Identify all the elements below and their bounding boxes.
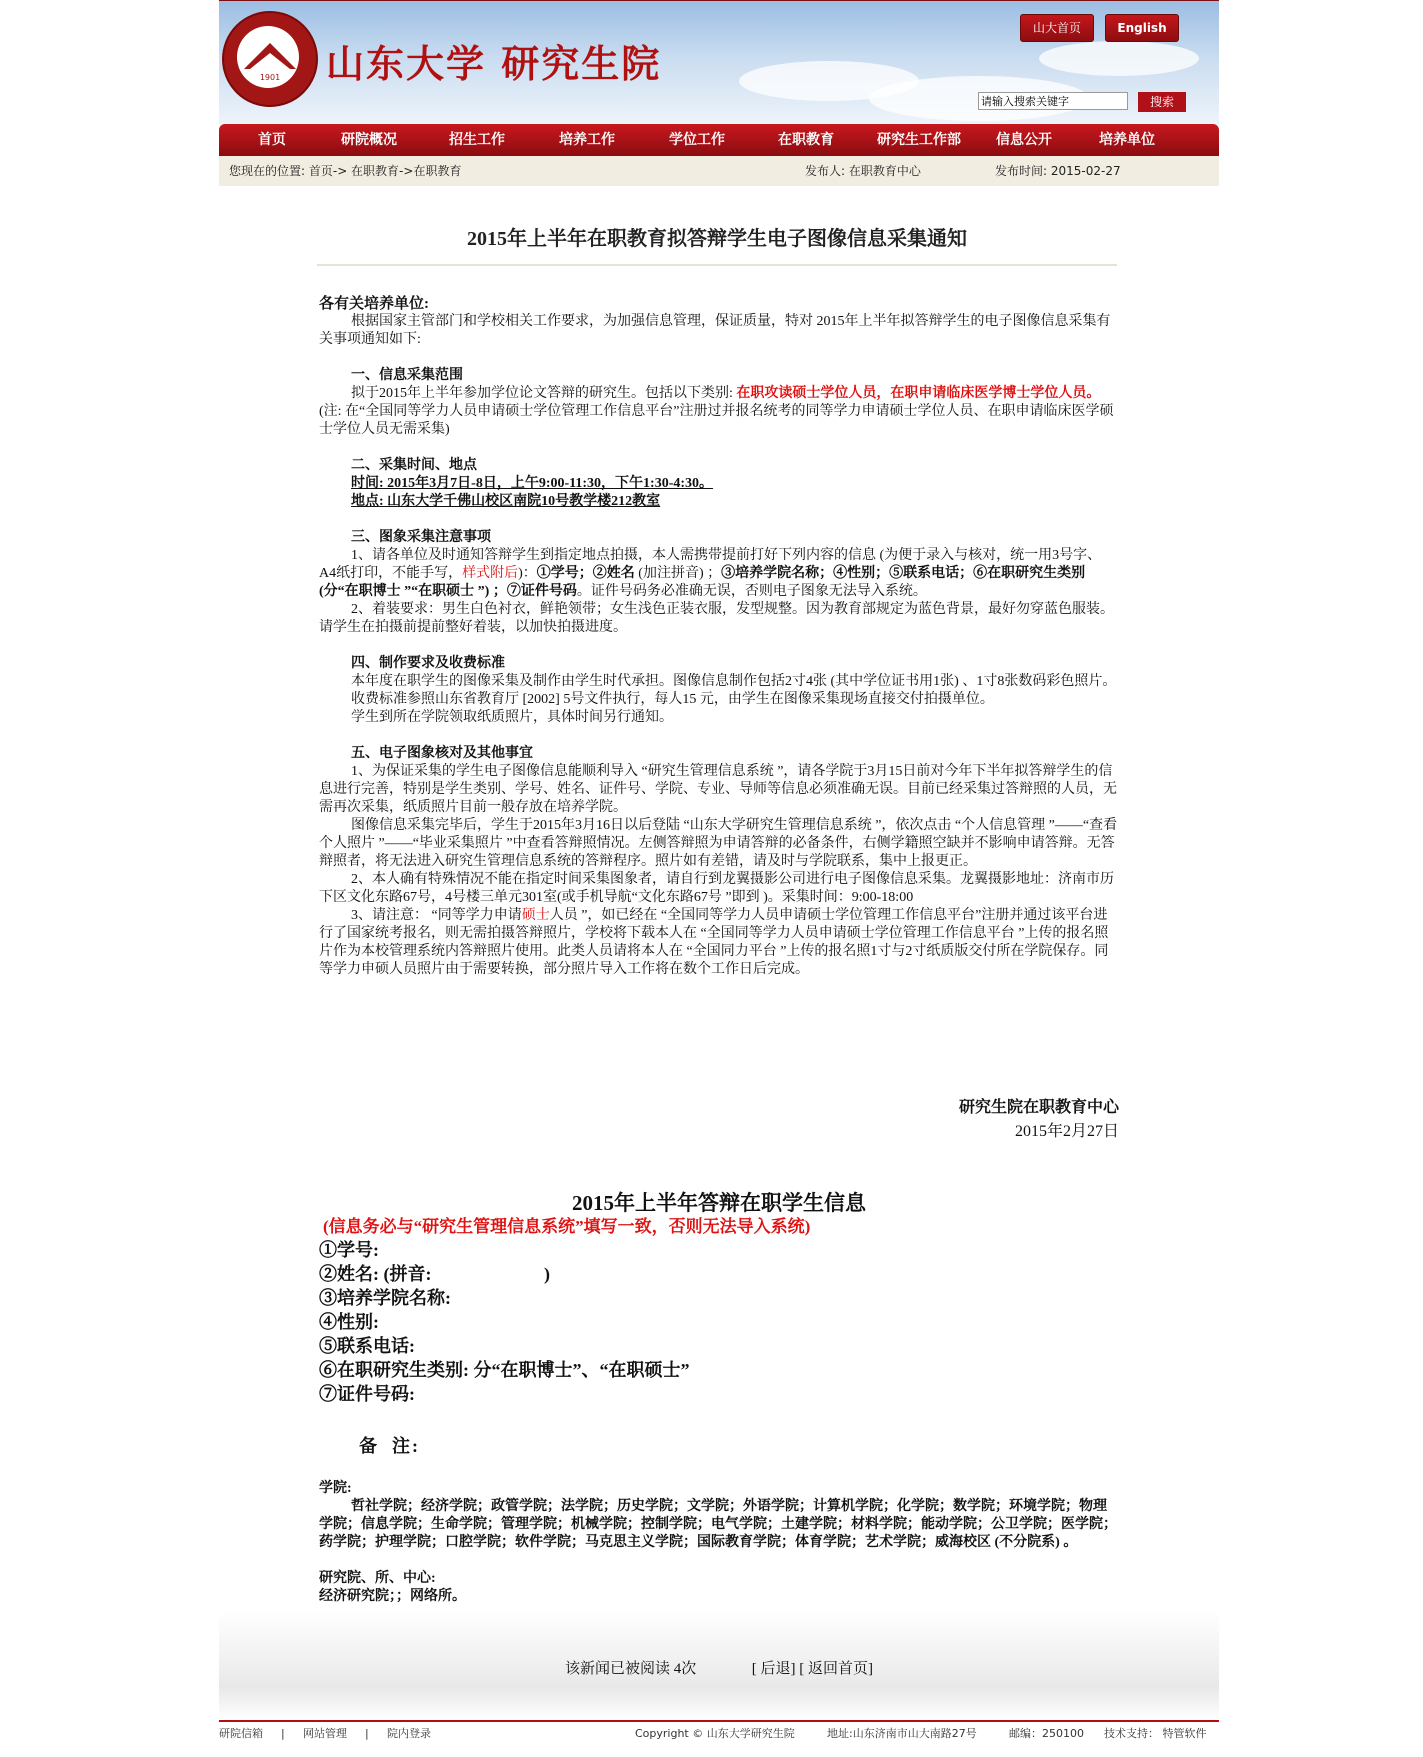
nav-item-overview[interactable]: 研院概况: [341, 132, 397, 148]
footer-support: 技术支持： 特管软件: [1104, 1727, 1207, 1740]
salutation: 各有关培养单位:: [319, 296, 429, 312]
signature-date: 2015年2月27日: [1014, 1123, 1119, 1140]
nav-item-training[interactable]: 培养工作: [559, 132, 615, 148]
section5-item3: 3、请注意： “同等学力申请硕士人员 ”，如已经在 “全国同等学力人员申请硕士学位管理工作信息平台”注册并通过该平台进行了国家统考报名，则无需拍摄答辩照片，学校将下载本人在 “全国同等学力人员申请硕士学位管理工作信息平台 ”上传的报名照片作为本校管理系统内答辩照片使用。此类人员请将本人在 “全国同力平台 ”上传的报名照1寸与2寸纸质版交付所在学院保存。同等学力申硕人员照片由于需要转换，部分照片导入工作将在数个工作日后完成。: [319, 908, 1109, 977]
form-field-id-number: ⑦证件号码:: [319, 1384, 415, 1404]
footer-postcode: 邮编：250100: [1009, 1727, 1084, 1740]
footer-divider: [219, 1720, 1219, 1722]
read-count-bar: [219, 1657, 1219, 1678]
back-link[interactable]: [ 后退]: [751, 1661, 796, 1677]
nav-item-info-public[interactable]: 信息公开: [996, 132, 1052, 148]
form-field-college: ③培养学院名称:: [319, 1288, 451, 1308]
section2-time: 时间: 2015年3月7日-8日，上午9:00-11:30，下午1:30-4:30。: [351, 476, 714, 491]
footer-copyright: Copyright © 山东大学研究生院: [635, 1727, 795, 1740]
english-button[interactable]: English: [1105, 14, 1179, 42]
schools-heading: 学院:: [319, 1481, 352, 1496]
section4-heading: 四、制作要求及收费标准: [351, 656, 505, 671]
article-title: 2015年上半年在职教育拟答辩学生电子图像信息采集通知: [467, 228, 967, 250]
university-seal-logo[interactable]: [222, 11, 318, 107]
seal-year: 1901: [259, 73, 281, 82]
form-field-student-id: ①学号:: [319, 1240, 379, 1260]
article-body: [319, 295, 1119, 979]
nav-item-admission[interactable]: 招生工作: [449, 132, 505, 148]
signature-block: [319, 1096, 1119, 1144]
footer-link-mailbox[interactable]: 研院信箱: [219, 1727, 263, 1740]
schools-text: 哲社学院；经济学院；政管学院；法学院；历史学院；文学院；外语学院；计算机学院；化学院；数学院；环境学院；物理学院；信息学院；生命学院；管理学院；机械学院；控制学院；电气学院；土建学院；材料学院；能动学院；公卫学院；医学院；药学院；护理学院；口腔学院；软件学院；马克思主义学院；国际教育学院；体育学院；艺术学院；威海校区 (不分院系) 。: [319, 1499, 1117, 1550]
publish-date: 发布时间: 2015-02-27: [995, 164, 1121, 178]
title-divider: [317, 264, 1117, 266]
form-field-gender: ④性别:: [319, 1312, 379, 1332]
section5-item1b: 图像信息采集完毕后，学生于2015年3月16日以后登陆 “山东大学研究生管理信息系统 ”，依次点击 “个人信息管理 ”——“查看个人照片 ”——“毕业采集照片 ”中查看答辩照情况。左侧答辩照为申请答辩的必备条件，右侧学籍照空缺并不影响申请答辩。无答辩照者，将无法进入研究生管理信息系统的答辩程序。照片如有差错，请及时与学院联系，集中上报更正。: [319, 818, 1118, 869]
section5-item2: 2、本人确有特殊情况不能在指定时间采集图象者，请自行到龙翼摄影公司进行电子图像信息采集。龙翼摄影地址：济南市历下区文化东路67号，4号楼三单元301室(或手机导航“文化东路67号 ”即到 )。采集时间：9:00-18:00: [319, 872, 1114, 905]
sdu-home-button[interactable]: 山大首页: [1020, 14, 1094, 42]
page: [219, 0, 1219, 1757]
section4-item3: 学生到所在学院领取纸质照片，具体时间另行通知。: [351, 710, 673, 725]
section1-paragraph: 拟于2015年上半年参加学位论文答辩的研究生。包括以下类别: 在职攻读硕士学位人员，在职申请临床医学博士学位人员。 (注: 在“全国同等学力人员申请硕士学位管理工作信息平台”注册过并报名统考的同等学力申请硕士学位人员、在职申请临床医学硕士学位人员无需采集): [319, 386, 1114, 437]
form-field-category: ⑥在职研究生类别: 分“在职博士”、“在职硕士”: [319, 1360, 690, 1380]
info-form-sample: [319, 1190, 1119, 1458]
schools-list: [319, 1480, 1119, 1606]
section3-item2: 2、着装要求：男生白色衬衣，鲜艳领带；女生浅色正装衣服，发型规整。因为教育部规定为蓝色背景，最好勿穿蓝色服装。请学生在拍摄前提前整好着装，以加快拍摄进度。: [319, 602, 1114, 635]
site-brand[interactable]: 山东大学 研究生院: [326, 41, 662, 86]
footer-link-admin[interactable]: 网站管理: [303, 1727, 347, 1740]
nav-item-degree[interactable]: 学位工作: [669, 132, 725, 148]
search-button[interactable]: 搜索: [1138, 92, 1186, 112]
form-field-phone: ⑤联系电话:: [319, 1336, 415, 1356]
form-field-remark: 备 注:: [359, 1436, 420, 1456]
main-nav: [219, 124, 1219, 156]
section5-item1: 1、为保证采集的学生电子图像信息能顺利导入 “研究生管理信息系统 ”，请各学院于3月15日前对今年下半年拟答辩学生的信息进行完善，特别是学生类别、学号、姓名、证件号、学院、专业、导师等信息必须准确无误。目前已经采集过答辩照的人员，无需再次采集，纸质照片目前一般存放在培养学院。: [319, 764, 1117, 815]
read-count: 该新闻已被阅读 4次: [564, 1661, 697, 1677]
nav-item-student-work[interactable]: 研究生工作部: [877, 132, 961, 148]
intro-paragraph: 根据国家主管部门和学校相关工作要求，为加强信息管理，保证质量，特对 2015年上半年拟答辩学生的电子图像信息采集有关事项通知如下:: [319, 314, 1111, 347]
section2-heading: 二、采集时间、地点: [351, 458, 477, 473]
institutes-heading: 研究院、所、中心:: [319, 1571, 436, 1586]
signature-org: 研究生院在职教育中心: [958, 1099, 1119, 1116]
publisher: 发布人: 在职教育中心: [805, 164, 921, 178]
site-footer: 研院信箱 | 网站管理 | 院内登录 Copyright © 山东大学研究生院 地址:山东济南市山大南路27号 邮编：250100 技术支持： 特管软件: [219, 1724, 1219, 1744]
breadcrumb[interactable]: 您现在的位置: 首页-> 在职教育->在职教育: [229, 164, 462, 178]
section3-heading: 三、图象采集注意事项: [351, 530, 491, 545]
section3-item1: 1、请各单位及时通知答辩学生到指定地点拍摄，本人需携带提前打好下列内容的信息 (为便于录入与核对，统一用3号字、 A4纸打印，不能手写，样式附后)：①学号；②姓名 (加注拼音) ；③培养学院名称；④性别；⑤联系电话；⑥在职研究生类别 (分“在职博士 ”“在职硕士 ”) ；⑦证件号码。证件号码务必准确无误，否则电子图象无法导入系统。: [319, 548, 1102, 599]
section4-item1: 本年度在职学生的图像采集及制作由学生时代承担。图像信息制作包括2寸4张 (其中学位证书用1张) 、1寸8张数码彩色照片。: [351, 674, 1117, 689]
institutes-text: 经济研究院；；网络所。: [319, 1589, 466, 1604]
section1-heading: 一、信息采集范围: [351, 368, 463, 383]
section2-place: 地点: 山东大学千佛山校区南院10号教学楼212教室: [351, 494, 661, 509]
site-header: [219, 0, 1219, 125]
section4-item2: 收费标准参照山东省教育厅 [2002] 5号文件执行，每人15 元，由学生在图像采集现场直接交付拍摄单位。: [351, 692, 994, 707]
breadcrumb-bar: [219, 156, 1219, 186]
form-note: (信息务必与“研究生管理信息系统”填写一致，否则无法导入系统): [323, 1217, 811, 1236]
form-title: 2015年上半年答辩在职学生信息: [572, 1191, 866, 1215]
nav-item-units[interactable]: 培养单位: [1099, 132, 1155, 148]
nav-item-inservice[interactable]: 在职教育: [778, 132, 834, 148]
form-field-name: ②姓名: (拼音: ): [319, 1264, 550, 1284]
nav-item-home[interactable]: 首页: [258, 132, 286, 148]
search-input[interactable]: [978, 92, 1128, 110]
section5-heading: 五、电子图象核对及其他事宜: [351, 746, 533, 761]
footer-address: 地址:山东济南市山大南路27号: [827, 1727, 977, 1740]
home-link[interactable]: [ 返回首页]: [799, 1661, 873, 1677]
footer-link-login[interactable]: 院内登录: [387, 1727, 431, 1740]
